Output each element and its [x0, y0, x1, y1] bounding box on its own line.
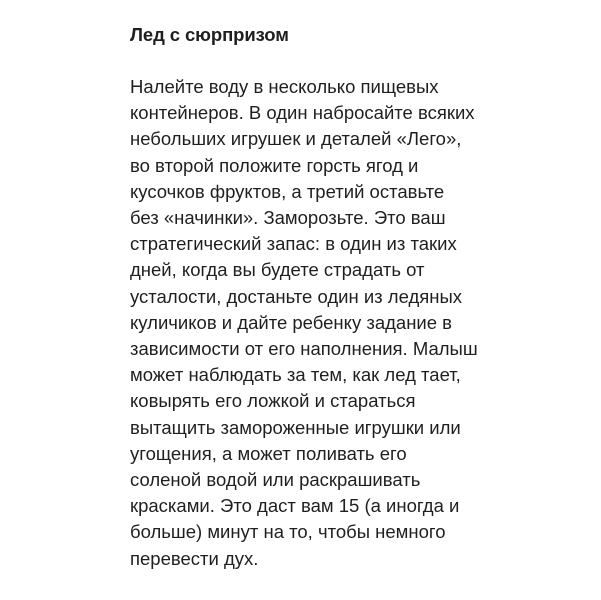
body-line: угощения, а может поливать его [130, 442, 407, 464]
body-line: может наблюдать за тем, как лед тает, [130, 364, 461, 386]
body-line: во второй положите горсть ягод и [130, 154, 419, 176]
body-line: больше) минут на то, чтобы немного [130, 521, 446, 543]
body-line: зависимости от его наполнения. Малыш [130, 338, 478, 360]
body-line: ковырять его ложкой и стараться [130, 390, 416, 412]
body-line: усталости, достаньте один из ледяных [130, 285, 463, 307]
body-line: контейнеров. В один набросайте всяких [130, 102, 475, 124]
body-line: небольших игрушек и деталей «Лего», [130, 128, 462, 150]
body-line: перевести дух. [130, 547, 259, 569]
body-line: красками. Это даст вам 15 (а иногда и [130, 495, 460, 517]
article-title: Лед с сюрпризом [130, 24, 289, 45]
body-line: Налейте воду в несколько пищевых [130, 76, 439, 97]
body-line: соленой водой или раскрашивать [130, 469, 421, 491]
article [130, 22, 560, 572]
body-line: вытащить замороженные игрушки или [130, 416, 461, 438]
body-line: дней, когда вы будете страдать от [130, 259, 425, 281]
body-line: стратегический запас: в один из таких [130, 233, 457, 255]
article-body [130, 74, 560, 572]
body-line: кусочков фруктов, а третий оставьте [130, 180, 445, 202]
body-line: куличиков и дайте ребенку задание в [130, 311, 453, 333]
body-line: без «начинки». Заморозьте. Это ваш [130, 207, 446, 229]
